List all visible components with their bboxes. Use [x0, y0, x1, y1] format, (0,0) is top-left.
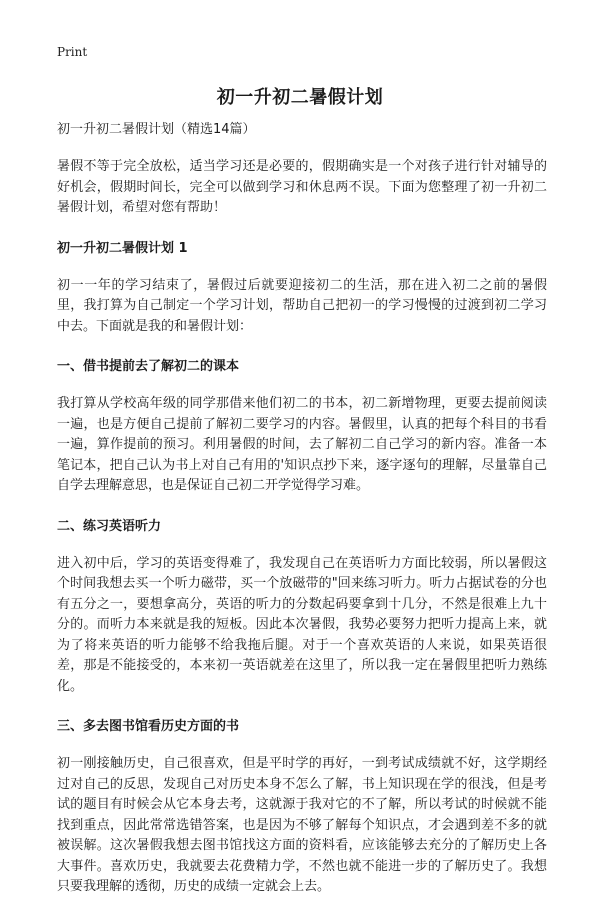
section-text-english: 进入初中后，学习的英语变得难了，我发现自己在英语听力方面比较弱，所以暑假这个时间我想去买一个听力磁带，买一个放磁带的"回来练习听力。听力占据试卷的分也有五分之一，要想拿高分，英语的听力的分数起码要拿到十几分，不然是很难上九十分的。而听力本来就是我的短板。因此本次暑假，我势必要努力把听力提高上来，就为了将来英语的听力能够不给我拖后腿。对于一个喜欢英语的人来说，如果英语很差，那是不能接受的，本来初一英语就差在这里了，所以我一定在暑假里把听力熟练化。: [57, 555, 547, 694]
document-subtitle: 初一升初二暑假计划（精选14篇）: [57, 122, 256, 137]
section-text-textbooks: 我打算从学校高年级的同学那借来他们初二的书本，初二新增物理，更要去提前阅读一遍，也是方便自己提前了解初二要学习的内容。暑假里，认真的把每个科目的书看一遍，算作提前的预习。利用暑假的时间，去了解初二自己学习的新内容。准备一本笔记本，把自己认为书上对自己有用的'知识点抄下来，逐字逐句的理解，尽量靠自己自学去理解意思，也是保证自己初二开学觉得学习难。: [57, 396, 547, 493]
intro-paragraph: 暑假不等于完全放松，适当学习还是必要的，假期确实是一个对孩子进行针对辅导的好机会，假期时间长，完全可以做到学习和休息两不误。下面为您整理了初一升初二暑假计划，希望对您有帮助！: [57, 159, 547, 215]
section-text-history: 初一刚接触历史，自己很喜欢，但是平时学的再好，一到考试成绩就不好，这学期经过对自己的反思，发现自己对历史本身不怎么了解，书上知识现在学的很浅，但是考试的题目有时候会从它本身去考，这就源于我对它的不了解，所以考试的时候就不能找到重点，因此常常选错答案，也是因为不够了解每个知识点，才会遇到差不多的就被误解。这次暑假我想去图书馆找这方面的资料看，应该能够去充分的了解历史上各大事件。喜欢历史，我就要去花费精力学，不然也就不能进一步的了解历史了。我想只要我理解的透彻，历史的成绩一定就会上去。: [57, 756, 547, 894]
plan-intro-paragraph: 初一一年的学习结束了，暑假过后就要迎接初二的生活，那在进入初二之前的暑假里，我打算为自己制定一个学习计划，帮助自己把初一的学习慢慢的过渡到初二学习中去。下面就是我的和暑假计划：: [57, 277, 547, 334]
document-body: [57, 120, 547, 918]
section-heading-history: 三、多去图书馆看历史方面的书: [57, 719, 240, 734]
section-heading-english: 二、练习英语听力: [57, 518, 162, 534]
plan-heading: 初一升初二暑假计划 1: [57, 240, 188, 256]
print-link[interactable]: Print: [57, 45, 88, 59]
page-title: 初一升初二暑假计划: [216, 87, 384, 108]
section-heading-textbooks: 一、借书提前去了解初二的课本: [57, 359, 240, 374]
